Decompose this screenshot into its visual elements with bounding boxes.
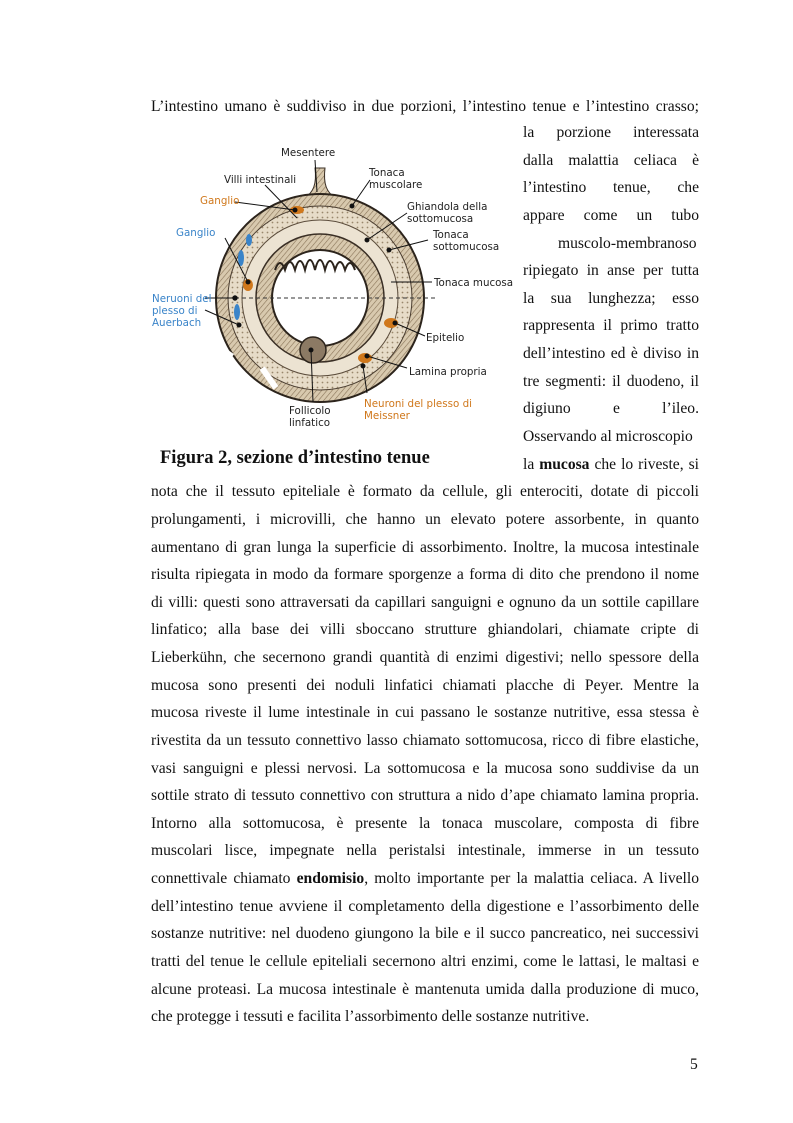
body-line: alcune proteasi. La mucosa intestinale è mantenuta umida dalla produzione di muco, <box>151 981 699 998</box>
body-line: Intorno alla sottomucosa, è presente la tonaca muscolare, composta di fibre <box>151 815 699 832</box>
side-line: la sua lunghezza; esso <box>523 290 699 307</box>
side-line: tre segmenti: il duodeno, il <box>523 373 699 390</box>
body-line: mucosa riveste il lume intestinale in cui passano le sostanze nutritive, essa stessa è <box>151 704 699 721</box>
body-line: aumentano di gran lunga la superficie di assorbimento. Inoltre, la mucosa intestinale <box>151 539 699 556</box>
label-epitelio: Epitelio <box>426 332 465 344</box>
bold-term-mucosa: mucosa <box>539 456 590 473</box>
side-line: la porzione interessata <box>523 124 699 141</box>
body-line: Lieberkühn, che secernono grandi quantità di enzimi digestivi; nello spessore della <box>151 649 699 666</box>
page-number: 5 <box>690 1056 698 1073</box>
body-line: nota che il tessuto epiteliale è formato da cellule, gli enterociti, dotate di piccoli <box>151 483 699 500</box>
body-line: sostanze nutritive: nel duodeno giungono la bile e il succo pancreatico, nei successivi <box>151 925 699 942</box>
figure-caption: Figura 2, sezione d’intestino tenue <box>160 448 430 468</box>
label-neuroni-auerbach: Neruoni del <box>152 293 212 305</box>
side-line: Osservando al microscopio <box>523 428 693 445</box>
side-line: rappresenta il primo tratto <box>523 317 699 334</box>
label-neuroni-meissner: Neuroni del plesso di <box>364 398 472 410</box>
label-follicolo: linfatico <box>289 417 331 429</box>
label-tonaca-muscolare: muscolare <box>369 179 423 191</box>
intro-line: L’intestino umano è suddiviso in due porzioni, l’intestino tenue e l’intestino crasso; <box>151 98 699 115</box>
side-line: muscolo-membranoso <box>558 235 697 252</box>
body-line: sottile strato di tessuto connettivo con struttura a nido d’ape chiamato lamina propria. <box>151 787 699 804</box>
endomisio-line: connettivale chiamato endomisio, molto importante per la malattia celiaca. A livello <box>151 870 699 887</box>
label-ganglio-left: Ganglio <box>176 227 216 239</box>
body-line: prolungamenti, i microvilli, che hanno un elevato potere assorbente, in quanto <box>151 511 699 528</box>
side-line: dalla malattia celiaca è <box>523 152 699 169</box>
neurons-blue-3 <box>246 234 252 246</box>
label-follicolo: Follicolo <box>289 405 331 417</box>
body-line: linfatico; alla base dei villi sboccano strutture ghiandolari, chiamate cripte di <box>151 621 699 638</box>
neurons-blue-2 <box>234 304 240 320</box>
label-neuroni-meissner: Meissner <box>364 410 410 422</box>
label-tonaca-muscolare: Tonaca <box>369 167 405 179</box>
label-neuroni-auerbach: plesso di <box>152 305 198 317</box>
label-tonaca-sottomucosa: sottomucosa <box>433 241 500 253</box>
label-ganglio-top: Ganglio <box>200 195 240 207</box>
side-line: digiuno e l’ileo. <box>523 400 699 417</box>
label-ghiandola: sottomucosa <box>407 213 474 225</box>
body-line: tratti del tenue le cellule epiteliali secernono altri enzimi, come le lattasi, le maltasi e <box>151 953 699 970</box>
body-line: risulta ripiegata in modo da formare sporgenze a forma di dito che prendono il nome <box>151 566 699 583</box>
side-line: dell’intestino ed è diviso in <box>523 345 699 362</box>
side-line: ripiegato in anse per tutta <box>523 262 699 279</box>
body-line: dell’intestino tenue avviene il completamento della digestione e l’assorbimento delle <box>151 898 699 915</box>
body-line: di villi: questi sono attraversati da capillari sanguigni e ognuno da un sottile capillare <box>151 594 699 611</box>
label-tonaca-sottomucosa: Tonaca <box>433 229 469 241</box>
bold-term-endomisio: endomisio <box>296 870 365 887</box>
side-line: appare come un tubo <box>523 207 699 224</box>
body-line: che protegge i tessuti e facilita l’assorbimento delle sostanze nutritive. <box>151 1008 590 1025</box>
body-line: rivestita da un tessuto connettivo lasso chiamato sottomucosa, ricco di fibre elastiche, <box>151 732 699 749</box>
label-tonaca-mucosa: Tonaca mucosa <box>434 277 514 289</box>
label-neuroni-auerbach: Auerbach <box>152 317 202 329</box>
intestine-cross-section-figure <box>145 140 515 435</box>
body-line: mucosa sono presenti dei noduli linfatici chiamati placche di Peyer. Mentre la <box>151 677 699 694</box>
side-line: l’intestino tenue, che <box>523 179 699 196</box>
body-line: muscolari lisce, impegnate nella peristalsi intestinale, immerse in un tessuto <box>151 842 699 859</box>
body-line: vasi sanguigni e plessi nervosi. La sottomucosa e la mucosa sono suddivise da un <box>151 760 699 777</box>
label-ghiandola: Ghiandola della <box>407 201 488 213</box>
label-lamina-propria: Lamina propria <box>409 366 487 378</box>
label-mesentere: Mesentere <box>281 147 336 159</box>
label-villi: Villi intestinali <box>224 174 297 186</box>
mucosa-line: la mucosa che lo riveste, si <box>523 456 699 473</box>
